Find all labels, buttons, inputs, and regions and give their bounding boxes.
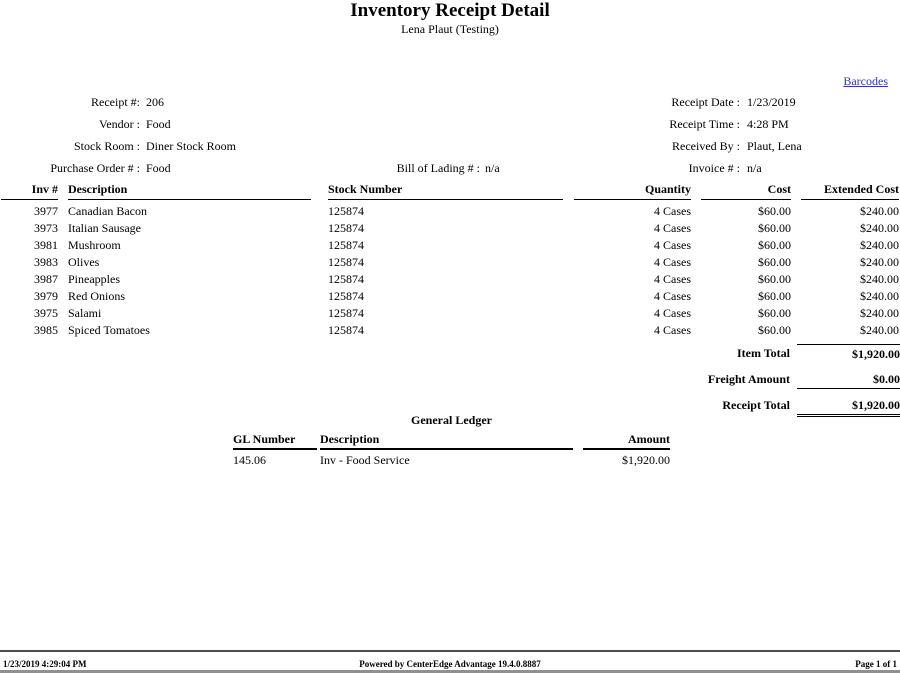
cell-quantity: 4 Cases: [654, 221, 691, 235]
cell-quantity: 4 Cases: [654, 306, 691, 320]
info-label: Stock Room :: [73, 139, 140, 153]
cell-description: Mushroom: [68, 238, 121, 252]
bill-of-lading-row: [330, 157, 500, 179]
col-header-inv: Inv #: [1, 183, 58, 200]
cell-cost: $60.00: [758, 255, 791, 269]
total-row-freight-amount: [600, 370, 900, 389]
page-title: Inventory Receipt Detail: [350, 0, 550, 21]
col-header-quantity: Quantity: [574, 183, 691, 200]
general-ledger-body: [233, 450, 670, 468]
cell-extended-cost: $240.00: [860, 238, 899, 252]
info-row: [600, 113, 802, 135]
info-label: Receipt Time :: [669, 117, 740, 131]
footer-timestamp: 1/23/2019 4:29:04 PM: [3, 659, 87, 669]
cell-stock-number: 125874: [328, 221, 364, 235]
table-row: [1, 305, 899, 322]
cell-extended-cost: $240.00: [860, 272, 899, 286]
cell-extended-cost: $240.00: [860, 306, 899, 320]
cell-stock-number: 125874: [328, 306, 364, 320]
cell-cost: $60.00: [758, 221, 791, 235]
info-value: Food: [146, 161, 171, 175]
general-ledger-header: [233, 432, 670, 450]
cell-quantity: 4 Cases: [654, 204, 691, 218]
cell-description: Spiced Tomatoes: [68, 323, 150, 337]
cell-description: Pineapples: [68, 272, 120, 286]
table-row: [1, 322, 899, 339]
info-value: n/a: [747, 161, 762, 175]
general-ledger-title: General Ledger: [411, 413, 492, 427]
cell-inv-number: 3975: [34, 306, 58, 320]
cell-stock-number: 125874: [328, 204, 364, 218]
cell-stock-number: 125874: [328, 255, 364, 269]
gl-col-header-number: GL Number: [233, 432, 317, 450]
total-value: $1,920.00: [797, 396, 900, 417]
info-row: [600, 91, 802, 113]
cell-extended-cost: $240.00: [860, 323, 899, 337]
total-label: Item Total: [736, 346, 790, 360]
footer-page-number: Page 1 of 1: [855, 659, 897, 669]
items-table-body: [1, 203, 899, 339]
info-value: 4:28 PM: [747, 117, 789, 131]
info-row: [0, 91, 236, 113]
cell-inv-number: 3985: [34, 323, 58, 337]
info-row: [600, 157, 802, 179]
table-row: [1, 203, 899, 220]
cell-stock-number: 125874: [328, 272, 364, 286]
cell-description: Salami: [68, 306, 102, 320]
general-ledger-section: [233, 413, 670, 468]
info-label: Purchase Order # :: [50, 161, 140, 175]
gl-cell-number: 145.06: [233, 453, 266, 467]
cell-extended-cost: $240.00: [860, 204, 899, 218]
info-label: Received By :: [672, 139, 740, 153]
cell-stock-number: 125874: [328, 289, 364, 303]
cell-quantity: 4 Cases: [654, 238, 691, 252]
items-table: [1, 183, 899, 339]
gl-cell-amount: $1,920.00: [622, 453, 670, 467]
info-value: Plaut, Lena: [747, 139, 802, 153]
gl-cell-description: Inv - Food Service: [320, 453, 410, 467]
table-row: [1, 271, 899, 288]
table-row: [1, 288, 899, 305]
table-row: [1, 254, 899, 271]
receipt-info-left: [0, 91, 236, 179]
cell-inv-number: 3977: [34, 204, 58, 218]
cell-description: Olives: [68, 255, 100, 269]
info-row: [600, 135, 802, 157]
cell-cost: $60.00: [758, 204, 791, 218]
total-row-item-total: [600, 344, 900, 363]
info-row: [0, 113, 236, 135]
cell-extended-cost: $240.00: [860, 255, 899, 269]
cell-cost: $60.00: [758, 238, 791, 252]
cell-description: Italian Sausage: [68, 221, 141, 235]
col-header-cost: Cost: [701, 183, 791, 200]
items-table-header: [1, 183, 899, 200]
cell-extended-cost: $240.00: [860, 221, 899, 235]
cell-quantity: 4 Cases: [654, 323, 691, 337]
cell-inv-number: 3979: [34, 289, 58, 303]
cell-quantity: 4 Cases: [654, 289, 691, 303]
cell-description: Canadian Bacon: [68, 204, 147, 218]
info-value: 206: [146, 95, 164, 109]
table-row: [1, 237, 899, 254]
receipt-info-right: [600, 91, 802, 179]
cell-cost: $60.00: [758, 323, 791, 337]
cell-inv-number: 3973: [34, 221, 58, 235]
gl-col-header-description: Description: [320, 432, 573, 450]
cell-description: Red Onions: [68, 289, 125, 303]
total-value: $0.00: [797, 370, 900, 389]
totals-section: [600, 344, 900, 424]
total-value: $1,920.00: [797, 344, 900, 363]
cell-cost: $60.00: [758, 272, 791, 286]
info-label: Invoice # :: [688, 161, 740, 175]
info-value: Food: [146, 117, 171, 131]
col-header-description: Description: [68, 183, 311, 200]
footer: [0, 657, 900, 670]
cell-quantity: 4 Cases: [654, 255, 691, 269]
info-label: Receipt Date :: [671, 95, 740, 109]
cell-stock-number: 125874: [328, 238, 364, 252]
barcodes-link[interactable]: Barcodes: [843, 74, 888, 88]
gl-row: [233, 450, 670, 468]
gl-col-header-amount: Amount: [583, 432, 670, 450]
cell-inv-number: 3983: [34, 255, 58, 269]
info-value: 1/23/2019: [747, 95, 796, 109]
table-row: [1, 220, 899, 237]
cell-extended-cost: $240.00: [860, 289, 899, 303]
footer-powered-by: Powered by CenterEdge Advantage 19.4.0.8887: [359, 659, 541, 669]
col-header-extended-cost: Extended Cost: [801, 183, 899, 200]
info-label: Vendor :: [99, 117, 140, 131]
info-value: n/a: [485, 161, 500, 175]
cell-stock-number: 125874: [328, 323, 364, 337]
cell-cost: $60.00: [758, 306, 791, 320]
info-value: Diner Stock Room: [146, 139, 236, 153]
info-label: Bill of Lading # :: [396, 161, 480, 175]
info-label: Receipt #:: [91, 95, 140, 109]
page-subtitle: Lena Plaut (Testing): [401, 22, 499, 36]
col-header-stock-number: Stock Number: [328, 183, 563, 200]
total-label: Freight Amount: [707, 372, 790, 386]
cell-inv-number: 3981: [34, 238, 58, 252]
footer-divider: [0, 650, 900, 652]
cell-inv-number: 3987: [34, 272, 58, 286]
total-label: Receipt Total: [722, 398, 790, 412]
cell-cost: $60.00: [758, 289, 791, 303]
cell-quantity: 4 Cases: [654, 272, 691, 286]
info-row: [0, 135, 236, 157]
info-row: [0, 157, 236, 179]
